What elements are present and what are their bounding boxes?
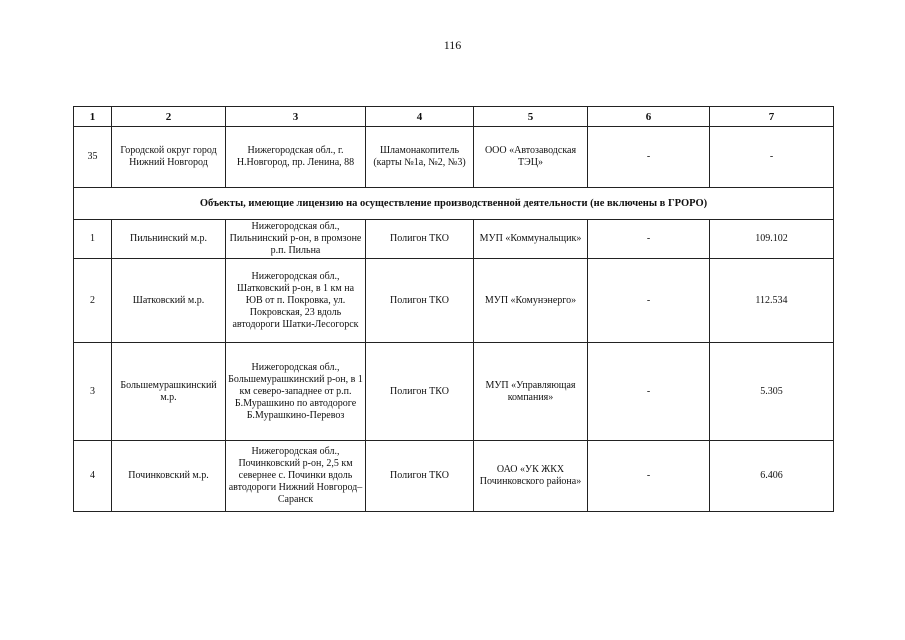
col7-cell: -: [710, 127, 834, 188]
table-row: [74, 441, 834, 512]
col6-cell: -: [588, 259, 710, 343]
column-header: 6: [588, 107, 710, 127]
header-row: [74, 107, 834, 127]
district-cell: Пильнинский м.р.: [112, 220, 226, 259]
col7-cell: 109.102: [710, 220, 834, 259]
district-cell: Городской округ город Нижний Новгород: [112, 127, 226, 188]
col6-cell: -: [588, 343, 710, 441]
col6-cell: -: [588, 127, 710, 188]
data-table: [73, 106, 834, 512]
operator-cell: ОАО «УК ЖКХ Починковского района»: [474, 441, 588, 512]
col7-cell: 5.305: [710, 343, 834, 441]
table-row: [74, 220, 834, 259]
column-header: 2: [112, 107, 226, 127]
object-type-cell: Полигон ТКО: [366, 220, 474, 259]
location-cell: Нижегородская обл., Большемурашкинский р-он, в 1 км северо-западнее от р.п. Б.Мурашкино по автодороге Б.Мурашкино-Перевоз: [226, 343, 366, 441]
object-type-cell: Полигон ТКО: [366, 441, 474, 512]
col7-cell: 6.406: [710, 441, 834, 512]
district-cell: Починковский м.р.: [112, 441, 226, 512]
district-cell: Шатковский м.р.: [112, 259, 226, 343]
row-number: 35: [74, 127, 112, 188]
column-header: 3: [226, 107, 366, 127]
column-header: 4: [366, 107, 474, 127]
location-cell: Нижегородская обл., Шатковский р-он, в 1 км на ЮВ от п. Покровка, ул. Покровская, 23 вдоль автодороги Шатки-Лесогорск: [226, 259, 366, 343]
district-cell: Большемурашкинский м.р.: [112, 343, 226, 441]
column-header: 1: [74, 107, 112, 127]
page-number: 116: [443, 38, 462, 52]
operator-cell: МУП «Коммунальщик»: [474, 220, 588, 259]
column-header: 7: [710, 107, 834, 127]
location-cell: Нижегородская обл., Пильнинский р-он, в промзоне р.п. Пильна: [226, 220, 366, 259]
table-row: [74, 259, 834, 343]
row-number: 3: [74, 343, 112, 441]
location-cell: Нижегородская обл., Починковский р-он, 2,5 км севернее с. Починки вдоль автодороги Нижний Новгород–Саранск: [226, 441, 366, 512]
table-row: [74, 127, 834, 188]
section-row: [74, 188, 834, 220]
col6-cell: -: [588, 220, 710, 259]
location-cell: Нижегородская обл., г. Н.Новгород, пр. Ленина, 88: [226, 127, 366, 188]
object-type-cell: Полигон ТКО: [366, 343, 474, 441]
column-header: 5: [474, 107, 588, 127]
table-row: [74, 343, 834, 441]
object-type-cell: Полигон ТКО: [366, 259, 474, 343]
row-number: 2: [74, 259, 112, 343]
operator-cell: МУП «Управляющая компания»: [474, 343, 588, 441]
operator-cell: ООО «Автозаводская ТЭЦ»: [474, 127, 588, 188]
col7-cell: 112.534: [710, 259, 834, 343]
row-number: 1: [74, 220, 112, 259]
col6-cell: -: [588, 441, 710, 512]
row-number: 4: [74, 441, 112, 512]
operator-cell: МУП «Комунэнерго»: [474, 259, 588, 343]
section-title: Объекты, имеющие лицензию на осуществление производственной деятельности (не включены в ГРОРО): [74, 188, 834, 220]
object-type-cell: Шламонакопитель (карты №1а, №2, №3): [366, 127, 474, 188]
